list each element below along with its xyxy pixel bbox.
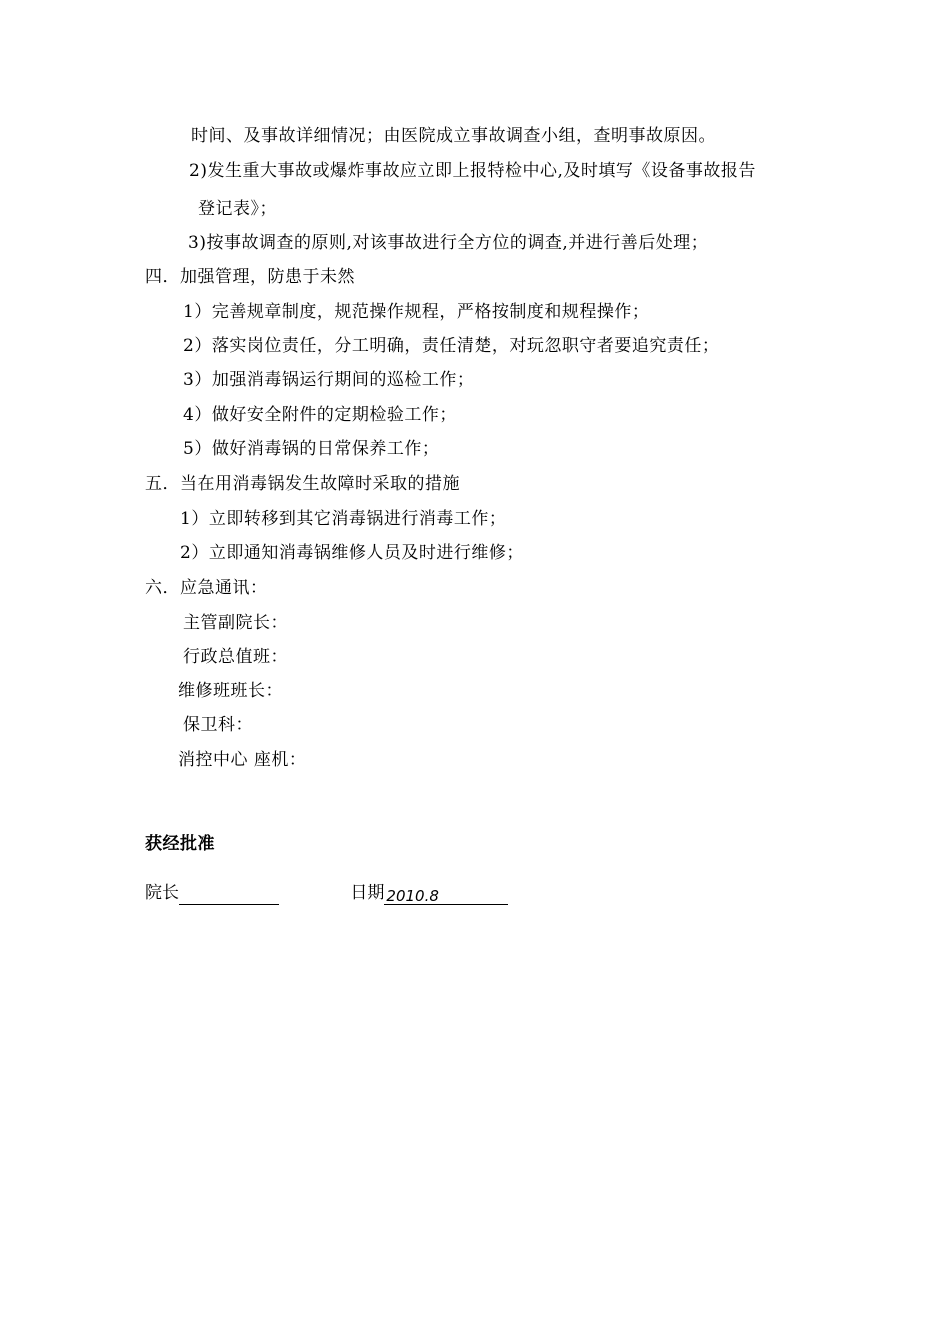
section-heading: 五．当在用消毒锅发生故障时采取的措施: [145, 474, 460, 494]
date-blank: [384, 884, 508, 905]
list-item: 1）立即转移到其它消毒锅进行消毒工作；: [180, 509, 507, 529]
text-line: 时间、及事故详细情况；由医院成立事故调查小组，查明事故原因。: [191, 126, 716, 146]
president-signature-blank: [179, 884, 279, 905]
list-item: 2）立即通知消毒锅维修人员及时进行维修；: [180, 543, 524, 563]
contact-label: 保卫科：: [183, 715, 253, 735]
date-label: 日期: [350, 883, 385, 903]
section-heading: 四．加强管理，防患于未然: [145, 267, 355, 287]
contact-label: 消控中心 座机：: [178, 750, 307, 770]
list-item: 5）做好消毒锅的日常保养工作；: [183, 439, 440, 459]
signature-row: [145, 881, 508, 905]
list-item: 2）落实岗位责任，分工明确，责任清楚，对玩忽职守者要追究责任；: [183, 336, 720, 356]
text-line: 登记表》；: [198, 199, 277, 219]
list-item: 4）做好安全附件的定期检验工作；: [183, 405, 457, 425]
contact-label: 维修班班长：: [178, 681, 283, 701]
list-item: 1）完善规章制度，规范操作规程，严格按制度和规程操作；: [183, 302, 650, 322]
president-label: 院长: [145, 883, 179, 903]
list-item: 3）加强消毒锅运行期间的巡检工作；: [183, 370, 475, 390]
section-heading: 六．应急通讯：: [145, 578, 268, 598]
approval-heading: 获经批准: [145, 834, 215, 854]
text-line: 2)发生重大事故或爆炸事故应立即上报特检中心,及时填写《设备事故报告: [189, 161, 756, 181]
date-value: 2010.8: [386, 887, 439, 905]
contact-label: 主管副院长：: [183, 613, 288, 633]
text-line: 3)按事故调查的原则,对该事故进行全方位的调查,并进行善后处理；: [188, 233, 709, 253]
contact-label: 行政总值班：: [183, 647, 288, 667]
